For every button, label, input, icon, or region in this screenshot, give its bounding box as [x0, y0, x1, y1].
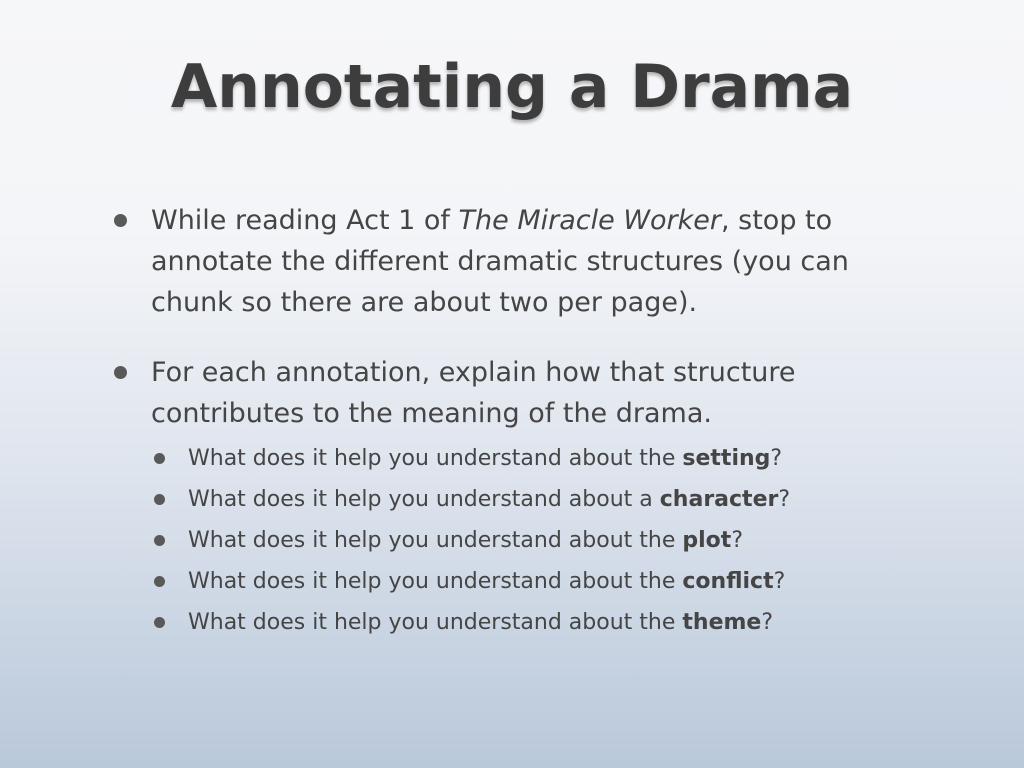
sub-bullet-keyword: conflict — [682, 569, 774, 594]
bullet-text: For each annotation, explain how that structure contributes to the meaning of the drama. — [151, 357, 796, 429]
slide-title: Annotating a Drama — [170, 52, 854, 122]
bullet-item — [110, 352, 910, 434]
sub-bullet-post: ? — [778, 487, 791, 512]
sub-bullet-pre: What does it help you understand about a — [188, 487, 660, 512]
bullet-dot-icon — [154, 535, 165, 546]
sub-bullet-post: ? — [761, 610, 774, 635]
sub-bullet-pre: What does it help you understand about the — [188, 446, 683, 471]
sub-bullet-list — [146, 438, 910, 643]
sub-bullet-item — [146, 479, 910, 520]
bullet-dot-icon — [154, 494, 165, 505]
sub-bullet-item — [146, 438, 910, 479]
bullet-dot-icon — [154, 576, 165, 587]
sub-bullet-pre: What does it help you understand about the — [188, 528, 683, 553]
book-title: The Miracle Worker — [458, 205, 721, 236]
bullet-text-post: , stop to annotate the different dramatic structures (you can chunk so there are about two per page). — [151, 205, 849, 318]
sub-bullet-item — [146, 561, 910, 602]
sub-bullet-post: ? — [731, 528, 743, 553]
bullet-dot-icon — [154, 617, 165, 628]
sub-bullet-keyword: setting — [682, 446, 771, 471]
bullet-dot-icon — [114, 214, 127, 227]
slide-content — [110, 200, 910, 643]
sub-bullet-item — [146, 602, 910, 643]
bullet-dot-icon — [154, 453, 165, 464]
sub-bullet-post: ? — [773, 569, 786, 594]
sub-bullet-keyword: character — [659, 487, 779, 512]
sub-bullet-keyword: theme — [682, 610, 762, 635]
bullet-dot-icon — [114, 366, 127, 379]
sub-bullet-post: ? — [770, 446, 783, 471]
sub-bullet-keyword: plot — [682, 528, 732, 553]
bullet-item — [110, 200, 910, 323]
sub-bullet-item — [146, 520, 910, 561]
bullet-text-pre: While reading Act 1 of — [151, 205, 459, 236]
sub-bullet-pre: What does it help you understand about the — [188, 610, 683, 635]
sub-bullet-pre: What does it help you understand about the — [188, 569, 683, 594]
